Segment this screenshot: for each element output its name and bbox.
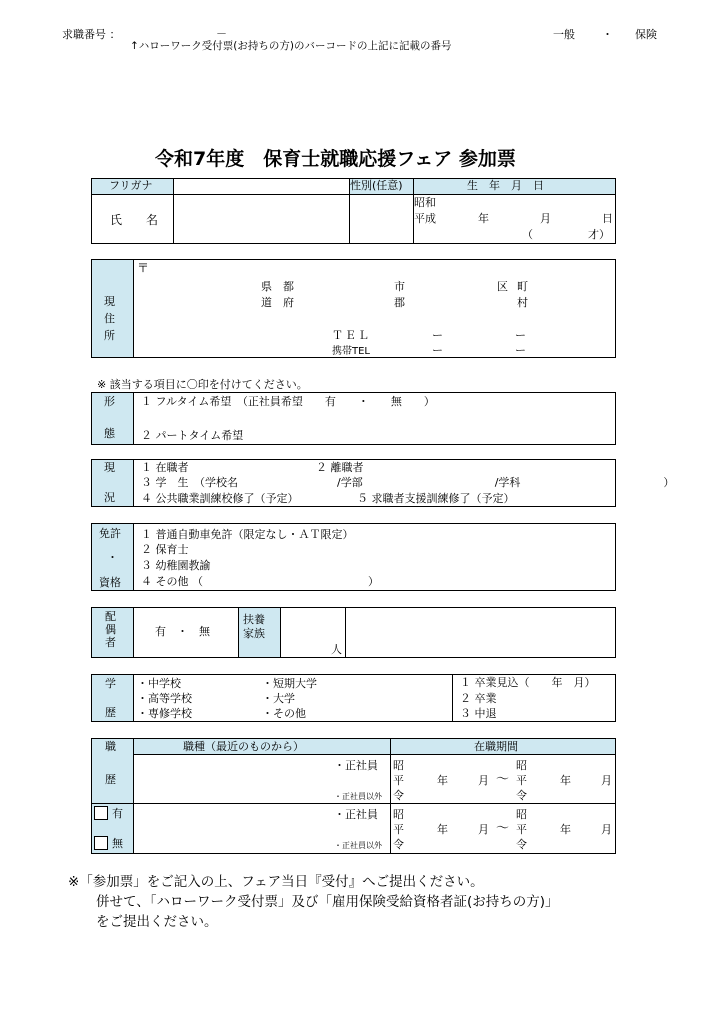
postal-mark: 〒 [137,261,150,275]
job-number-dash: － [216,27,227,40]
footer-line-3: をご提出ください。 [96,914,218,930]
edu-junior-college[interactable]: ・短期大学 [262,677,317,690]
fulltime-option[interactable]: １ フルタイム希望 （正社員希望 有 ・ 無 ） [141,395,435,408]
dependents-unit: 人 [331,643,342,656]
heisei-label: 平成 [414,212,436,225]
month-2a: 月 [478,823,489,836]
mobile-dash-1: ー [432,344,443,357]
era-sho-1b: 昭 [516,759,527,772]
education-label-1: 学 [105,677,116,690]
job-type-header: 職種（最近のものから） [183,740,304,753]
employment-type-label-2: 態 [104,427,115,440]
ken-label: 県 [261,280,272,293]
instruction-text: ※ 該当する項目に〇印を付けてください。 [97,378,308,391]
era-hei-2a: 平 [393,823,404,836]
gender-field[interactable] [349,194,411,242]
year-2b: 年 [560,823,571,836]
parttime-option[interactable]: ２ パートタイム希望 [141,429,244,442]
work-history-label-1: 職 [105,740,116,753]
work-history-no-label: 無 [112,837,123,850]
year-2a: 年 [437,823,448,836]
edu-expected-grad[interactable]: １ 卒業見込（ 年 月） [460,676,596,689]
month-1b: 月 [601,774,612,787]
license-nursery[interactable]: ２ 保育士 [141,543,189,556]
age-field: （ 才） [522,228,610,241]
employment-type-label-1: 形 [104,395,115,408]
era-rei-2b: 令 [516,838,527,851]
era-sho-1a: 昭 [393,759,404,772]
license-driver[interactable]: １ 普通自動車免許（限定なし・ＡＴ限定） [141,528,354,541]
dob-year: 年 [478,212,489,225]
non-regular-option-2[interactable]: ・正社員以外 [334,841,382,850]
address-field[interactable] [134,262,614,356]
edu-university[interactable]: ・大学 [262,692,295,705]
licenses-label-2: ・ [107,551,118,564]
month-1a: 月 [478,774,489,787]
tel-dash-1: ー [432,329,443,342]
job-number-label: 求職番号 ： [62,28,121,41]
spouse-label: 配 偶 者 [105,610,116,649]
era-rei-1b: 令 [516,789,527,802]
edu-high-school[interactable]: ・高等学校 [137,692,192,705]
year-1a: 年 [437,774,448,787]
era-rei-2a: 令 [393,838,404,851]
status-label-2: 況 [104,491,115,504]
period-header: 在職期間 [474,740,518,753]
status-public-training[interactable]: ４ 公共職業訓練校修了（予定） [141,492,299,505]
tilde-2: ～ [496,821,510,836]
dob-month: 月 [540,212,551,225]
page-title: 令和7年度 保育士就職応援フェア 参加票 [155,148,516,170]
to-label: 都 [283,280,294,293]
status-unemployed[interactable]: ２ 離職者 [316,461,364,474]
license-other[interactable]: ４ その他 （ ） [141,575,379,588]
name-field[interactable] [173,194,348,242]
dob-header: 生 年 月 日 [467,179,544,192]
tel-dash-2: ー [515,329,526,342]
dependents-label: 扶養 家族 [243,613,265,640]
footer-line-1: ※「参加票」をご記入の上、フェア当日『受付』へご提出ください。 [68,874,484,890]
work-history-no-checkbox[interactable] [94,836,108,850]
machi-label: 町 [517,280,528,293]
shi-label: 市 [394,280,405,293]
footer-line-2: 併せて、「ハローワーク受付票」及び「雇用保険受給資格者証(お持ちの方)」 [96,894,559,910]
do-label: 道 [261,296,272,309]
era-rei-1a: 令 [393,789,404,802]
license-kindergarten[interactable]: ３ 幼稚園教諭 [141,559,211,572]
era-sho-2a: 昭 [393,808,404,821]
furigana-label: フリガナ [109,179,153,192]
year-1b: 年 [560,774,571,787]
edu-dropout[interactable]: ３ 中退 [460,707,497,720]
insurance-label: 保険 [635,28,657,41]
era-hei-1a: 平 [393,774,404,787]
status-label-1: 現 [104,461,115,474]
work-history-label-2: 歴 [105,773,116,786]
general-label: 一般 [553,28,575,41]
era-hei-2b: 平 [516,823,527,836]
status-support-training[interactable]: ５ 求職者支援訓練修了（予定） [357,492,515,505]
month-2b: 月 [601,823,612,836]
job-type-field-2[interactable] [134,804,354,852]
fu-label: 府 [283,296,294,309]
gender-label: 性別(任意) [350,179,403,192]
bullet: ・ [602,28,613,41]
edu-junior-high[interactable]: ・中学校 [137,677,181,690]
mura-label: 村 [517,296,528,309]
work-history-yes-label: 有 [112,807,123,820]
spouse-value[interactable]: 有 ・ 無 [155,625,210,638]
edu-vocational[interactable]: ・専修学校 [137,707,192,720]
regular-option-2[interactable]: ・正社員 [334,808,378,821]
edu-other[interactable]: ・その他 [262,707,306,720]
furigana-field[interactable] [173,179,348,193]
licenses-label-1: 免許 [99,527,121,540]
status-student[interactable]: ３ 学 生 （学校名 /学部 /学科 ） [141,476,675,489]
work-history-yes-checkbox[interactable] [94,806,108,820]
address-label: 現 住 所 [104,295,115,342]
era-hei-1b: 平 [516,774,527,787]
job-type-field-1[interactable] [134,755,354,802]
edu-graduated[interactable]: ２ 卒業 [460,692,497,705]
mobile-label: 携帯TEL [332,346,370,357]
tilde-1: ～ [496,772,510,787]
tel-label: ＴＥＬ [332,329,371,342]
dob-day: 日 [602,212,613,225]
regular-option-1[interactable]: ・正社員 [334,759,378,772]
education-label-2: 歴 [105,706,116,719]
non-regular-option-1[interactable]: ・正社員以外 [334,792,382,801]
ku-label: 区 [497,280,508,293]
status-employed[interactable]: １ 在職者 [141,461,189,474]
job-number-note: ↑ハローワーク受付票(お持ちの方)のバーコードの上記に記載の番号 [130,40,452,52]
mobile-dash-2: ー [515,344,526,357]
showa-label: 昭和 [414,196,436,209]
gun-label: 郡 [394,296,405,309]
era-sho-2b: 昭 [516,808,527,821]
name-label: 氏 名 [110,213,159,227]
licenses-label-3: 資格 [99,576,121,589]
